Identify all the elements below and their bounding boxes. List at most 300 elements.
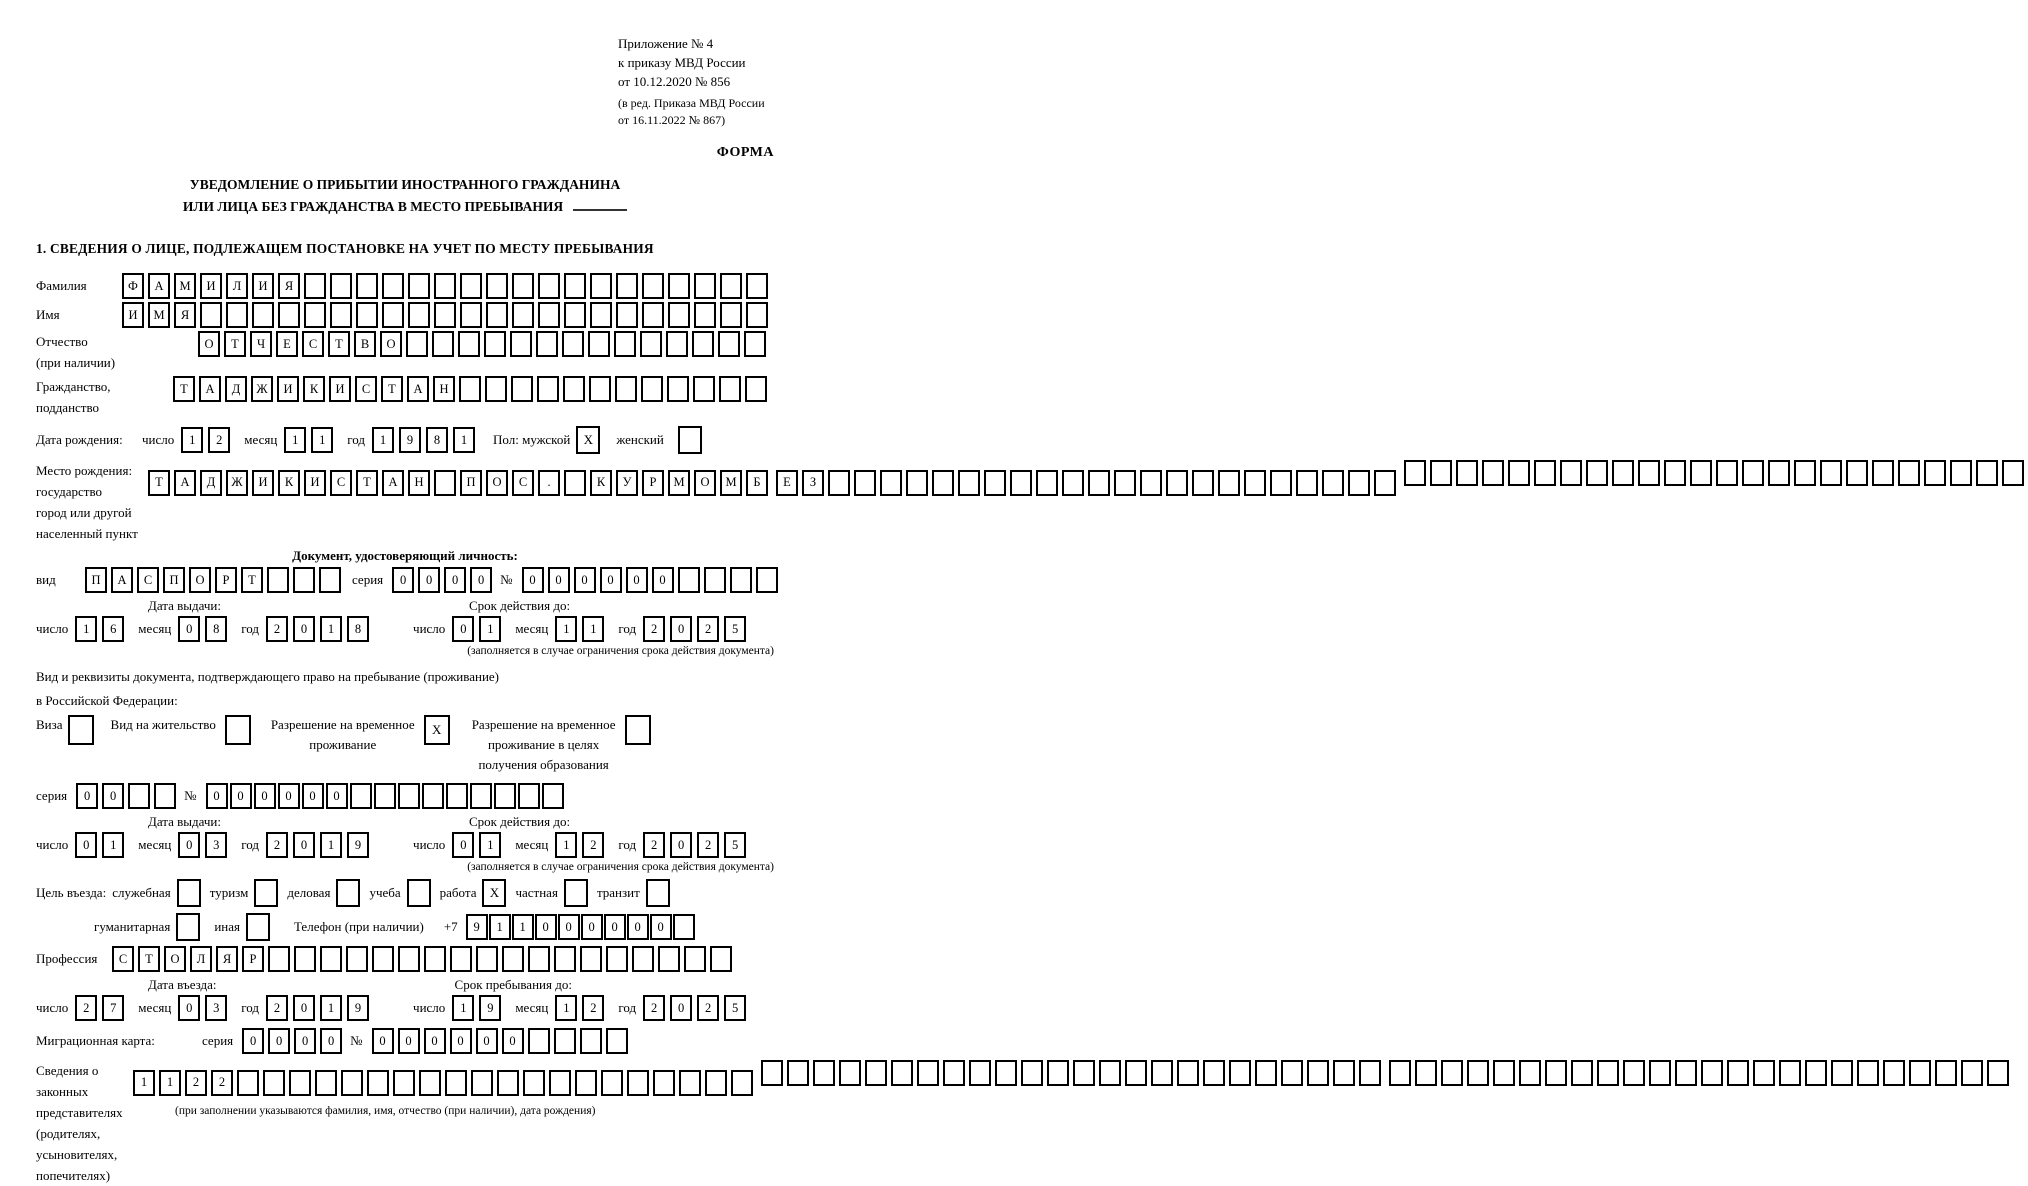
char-cell[interactable]: 0 (294, 1028, 316, 1054)
char-cell[interactable]: Ч (250, 331, 272, 357)
char-cell[interactable] (459, 376, 481, 402)
char-cell[interactable] (1545, 1060, 1567, 1086)
char-cell[interactable] (641, 376, 663, 402)
char-cell[interactable]: Е (276, 331, 298, 357)
char-cell[interactable]: А (111, 567, 133, 593)
char-cell[interactable]: 0 (424, 1028, 446, 1054)
char-cell[interactable] (1898, 460, 1920, 486)
char-cell[interactable]: 3 (205, 995, 227, 1021)
char-cell[interactable]: О (164, 946, 186, 972)
char-cell[interactable] (1493, 1060, 1515, 1086)
char-cell[interactable] (865, 1060, 887, 1086)
char-cell[interactable] (1909, 1060, 1931, 1086)
char-cell[interactable] (694, 302, 716, 328)
char-cell[interactable] (319, 567, 341, 593)
char-cell[interactable] (590, 302, 612, 328)
purpose-other-checkbox[interactable] (246, 913, 270, 941)
char-cell[interactable] (512, 273, 534, 299)
char-cell[interactable] (746, 302, 768, 328)
char-cell[interactable] (575, 1070, 597, 1096)
char-cell[interactable] (554, 946, 576, 972)
char-cell[interactable] (718, 331, 740, 357)
char-cell[interactable] (588, 331, 610, 357)
char-cell[interactable] (374, 783, 396, 809)
char-cell[interactable]: 0 (76, 783, 98, 809)
char-cell[interactable] (536, 331, 558, 357)
char-cell[interactable] (1322, 470, 1344, 496)
char-cell[interactable] (1088, 470, 1110, 496)
visa-checkbox[interactable] (68, 715, 94, 745)
char-cell[interactable] (668, 273, 690, 299)
char-cell[interactable]: 0 (670, 616, 692, 642)
char-cell[interactable]: 0 (470, 567, 492, 593)
char-cell[interactable] (346, 946, 368, 972)
char-cell[interactable] (1519, 1060, 1541, 1086)
char-cell[interactable]: С (302, 331, 324, 357)
char-cell[interactable] (422, 783, 444, 809)
char-cell[interactable] (761, 1060, 783, 1086)
char-cell[interactable]: 0 (535, 914, 557, 940)
char-cell[interactable]: Л (190, 946, 212, 972)
char-cell[interactable]: Т (148, 470, 170, 496)
char-cell[interactable]: 0 (626, 567, 648, 593)
char-cell[interactable] (128, 783, 150, 809)
char-cell[interactable] (470, 783, 492, 809)
char-cell[interactable] (538, 302, 560, 328)
char-cell[interactable]: Е (776, 470, 798, 496)
char-cell[interactable] (2002, 460, 2024, 486)
char-cell[interactable] (1404, 460, 1426, 486)
char-cell[interactable]: 2 (208, 427, 230, 453)
char-cell[interactable]: М (174, 273, 196, 299)
char-cell[interactable]: Я (278, 273, 300, 299)
char-cell[interactable]: 1 (320, 832, 342, 858)
char-cell[interactable]: 1 (133, 1070, 155, 1096)
char-cell[interactable] (471, 1070, 493, 1096)
char-cell[interactable] (1229, 1060, 1251, 1086)
char-cell[interactable] (382, 302, 404, 328)
char-cell[interactable] (1768, 460, 1790, 486)
char-cell[interactable]: 9 (466, 914, 488, 940)
char-cell[interactable]: С (512, 470, 534, 496)
char-cell[interactable] (1348, 470, 1370, 496)
char-cell[interactable] (356, 302, 378, 328)
char-cell[interactable]: А (199, 376, 221, 402)
char-cell[interactable]: 0 (206, 783, 228, 809)
char-cell[interactable]: Ж (226, 470, 248, 496)
char-cell[interactable]: Т (241, 567, 263, 593)
char-cell[interactable]: О (189, 567, 211, 593)
char-cell[interactable]: Н (408, 470, 430, 496)
char-cell[interactable] (1831, 1060, 1853, 1086)
char-cell[interactable] (562, 331, 584, 357)
purpose-commercial-checkbox[interactable] (336, 879, 360, 907)
char-cell[interactable]: О (694, 470, 716, 496)
char-cell[interactable] (684, 946, 706, 972)
char-cell[interactable] (1560, 460, 1582, 486)
char-cell[interactable] (1296, 470, 1318, 496)
char-cell[interactable] (458, 331, 480, 357)
char-cell[interactable] (367, 1070, 389, 1096)
char-cell[interactable] (1151, 1060, 1173, 1086)
char-cell[interactable]: 2 (582, 832, 604, 858)
char-cell[interactable] (1047, 1060, 1069, 1086)
char-cell[interactable] (528, 1028, 550, 1054)
char-cell[interactable] (1742, 460, 1764, 486)
char-cell[interactable] (787, 1060, 809, 1086)
char-cell[interactable] (969, 1060, 991, 1086)
char-cell[interactable] (1805, 1060, 1827, 1086)
char-cell[interactable]: 2 (266, 616, 288, 642)
char-cell[interactable]: П (163, 567, 185, 593)
char-cell[interactable] (486, 302, 508, 328)
char-cell[interactable] (589, 376, 611, 402)
char-cell[interactable]: 5 (724, 616, 746, 642)
char-cell[interactable]: С (355, 376, 377, 402)
char-cell[interactable] (640, 331, 662, 357)
char-cell[interactable] (320, 946, 342, 972)
char-cell[interactable] (704, 567, 726, 593)
char-cell[interactable]: О (380, 331, 402, 357)
char-cell[interactable] (226, 302, 248, 328)
char-cell[interactable]: 8 (205, 616, 227, 642)
char-cell[interactable] (1612, 460, 1634, 486)
char-cell[interactable]: 0 (476, 1028, 498, 1054)
char-cell[interactable]: 1 (555, 832, 577, 858)
char-cell[interactable]: 0 (372, 1028, 394, 1054)
char-cell[interactable] (1244, 470, 1266, 496)
char-cell[interactable]: 0 (230, 783, 252, 809)
char-cell[interactable]: 1 (479, 832, 501, 858)
char-cell[interactable]: 1 (159, 1070, 181, 1096)
char-cell[interactable]: 0 (392, 567, 414, 593)
char-cell[interactable]: 1 (512, 914, 534, 940)
char-cell[interactable]: 9 (347, 995, 369, 1021)
char-cell[interactable]: А (174, 470, 196, 496)
char-cell[interactable] (642, 273, 664, 299)
purpose-business-checkbox[interactable] (177, 879, 201, 907)
char-cell[interactable] (606, 946, 628, 972)
char-cell[interactable] (673, 914, 695, 940)
char-cell[interactable] (294, 946, 316, 972)
char-cell[interactable] (200, 302, 222, 328)
char-cell[interactable]: 0 (670, 832, 692, 858)
char-cell[interactable]: Б (746, 470, 768, 496)
char-cell[interactable] (1846, 460, 1868, 486)
char-cell[interactable] (330, 302, 352, 328)
char-cell[interactable] (1779, 1060, 1801, 1086)
char-cell[interactable] (1482, 460, 1504, 486)
char-cell[interactable] (667, 376, 689, 402)
char-cell[interactable] (1307, 1060, 1329, 1086)
char-cell[interactable]: 9 (347, 832, 369, 858)
char-cell[interactable]: Т (381, 376, 403, 402)
char-cell[interactable]: 0 (600, 567, 622, 593)
char-cell[interactable]: 0 (450, 1028, 472, 1054)
char-cell[interactable]: 1 (555, 616, 577, 642)
purpose-tourism-checkbox[interactable] (254, 879, 278, 907)
char-cell[interactable] (1270, 470, 1292, 496)
temp-residence-edu-checkbox[interactable] (625, 715, 651, 745)
char-cell[interactable]: 0 (670, 995, 692, 1021)
char-cell[interactable]: 3 (205, 832, 227, 858)
char-cell[interactable]: 0 (242, 1028, 264, 1054)
char-cell[interactable]: Я (216, 946, 238, 972)
char-cell[interactable]: 0 (398, 1028, 420, 1054)
char-cell[interactable] (679, 1070, 701, 1096)
char-cell[interactable] (1950, 460, 1972, 486)
char-cell[interactable] (984, 470, 1006, 496)
char-cell[interactable]: З (802, 470, 824, 496)
char-cell[interactable] (268, 946, 290, 972)
char-cell[interactable]: И (329, 376, 351, 402)
char-cell[interactable] (1976, 460, 1998, 486)
char-cell[interactable] (1415, 1060, 1437, 1086)
char-cell[interactable]: 0 (418, 567, 440, 593)
char-cell[interactable] (666, 331, 688, 357)
char-cell[interactable]: 0 (548, 567, 570, 593)
char-cell[interactable] (606, 1028, 628, 1054)
char-cell[interactable] (1534, 460, 1556, 486)
char-cell[interactable] (460, 302, 482, 328)
char-cell[interactable] (1441, 1060, 1463, 1086)
char-cell[interactable] (756, 567, 778, 593)
char-cell[interactable] (341, 1070, 363, 1096)
char-cell[interactable] (393, 1070, 415, 1096)
char-cell[interactable] (1062, 470, 1084, 496)
char-cell[interactable]: 1 (555, 995, 577, 1021)
char-cell[interactable] (398, 946, 420, 972)
char-cell[interactable]: Ж (251, 376, 273, 402)
char-cell[interactable] (434, 302, 456, 328)
purpose-study-checkbox[interactable] (407, 879, 431, 907)
char-cell[interactable] (906, 470, 928, 496)
char-cell[interactable]: 0 (178, 616, 200, 642)
char-cell[interactable] (1716, 460, 1738, 486)
char-cell[interactable]: П (85, 567, 107, 593)
char-cell[interactable]: А (382, 470, 404, 496)
char-cell[interactable] (512, 302, 534, 328)
char-cell[interactable] (434, 470, 456, 496)
char-cell[interactable]: 0 (326, 783, 348, 809)
char-cell[interactable] (1649, 1060, 1671, 1086)
char-cell[interactable] (1586, 460, 1608, 486)
char-cell[interactable] (1125, 1060, 1147, 1086)
char-cell[interactable] (1883, 1060, 1905, 1086)
char-cell[interactable]: 2 (266, 832, 288, 858)
char-cell[interactable]: 0 (293, 832, 315, 858)
char-cell[interactable] (601, 1070, 623, 1096)
char-cell[interactable]: 0 (268, 1028, 290, 1054)
char-cell[interactable] (564, 302, 586, 328)
char-cell[interactable] (1281, 1060, 1303, 1086)
char-cell[interactable]: О (198, 331, 220, 357)
char-cell[interactable]: П (460, 470, 482, 496)
char-cell[interactable] (476, 946, 498, 972)
char-cell[interactable] (542, 783, 564, 809)
purpose-transit-checkbox[interactable] (646, 879, 670, 907)
char-cell[interactable]: 1 (320, 616, 342, 642)
char-cell[interactable] (1961, 1060, 1983, 1086)
char-cell[interactable] (564, 470, 586, 496)
char-cell[interactable] (1638, 460, 1660, 486)
char-cell[interactable] (330, 273, 352, 299)
char-cell[interactable]: Т (173, 376, 195, 402)
char-cell[interactable] (1623, 1060, 1645, 1086)
char-cell[interactable] (995, 1060, 1017, 1086)
char-cell[interactable]: 0 (558, 914, 580, 940)
char-cell[interactable] (523, 1070, 545, 1096)
char-cell[interactable]: 2 (185, 1070, 207, 1096)
char-cell[interactable] (658, 946, 680, 972)
char-cell[interactable]: Д (225, 376, 247, 402)
char-cell[interactable] (580, 1028, 602, 1054)
char-cell[interactable]: 2 (75, 995, 97, 1021)
char-cell[interactable]: 0 (502, 1028, 524, 1054)
char-cell[interactable]: 1 (479, 616, 501, 642)
char-cell[interactable]: 1 (75, 616, 97, 642)
char-cell[interactable]: Т (328, 331, 350, 357)
char-cell[interactable] (1140, 470, 1162, 496)
char-cell[interactable] (932, 470, 954, 496)
char-cell[interactable] (616, 302, 638, 328)
char-cell[interactable] (1374, 470, 1396, 496)
char-cell[interactable] (1987, 1060, 2009, 1086)
char-cell[interactable] (1036, 470, 1058, 496)
char-cell[interactable] (237, 1070, 259, 1096)
char-cell[interactable]: 1 (320, 995, 342, 1021)
char-cell[interactable] (1857, 1060, 1879, 1086)
char-cell[interactable]: 0 (522, 567, 544, 593)
char-cell[interactable] (460, 273, 482, 299)
char-cell[interactable]: В (354, 331, 376, 357)
char-cell[interactable] (1333, 1060, 1355, 1086)
char-cell[interactable] (1073, 1060, 1095, 1086)
char-cell[interactable] (1177, 1060, 1199, 1086)
char-cell[interactable] (549, 1070, 571, 1096)
purpose-private-checkbox[interactable] (564, 879, 588, 907)
char-cell[interactable] (710, 946, 732, 972)
char-cell[interactable] (719, 376, 741, 402)
char-cell[interactable] (382, 273, 404, 299)
char-cell[interactable] (1872, 460, 1894, 486)
char-cell[interactable]: 0 (178, 995, 200, 1021)
char-cell[interactable]: О (486, 470, 508, 496)
char-cell[interactable] (730, 567, 752, 593)
char-cell[interactable]: 0 (444, 567, 466, 593)
char-cell[interactable] (408, 302, 430, 328)
char-cell[interactable] (293, 567, 315, 593)
char-cell[interactable] (694, 273, 716, 299)
char-cell[interactable]: Д (200, 470, 222, 496)
char-cell[interactable] (1218, 470, 1240, 496)
char-cell[interactable]: А (148, 273, 170, 299)
char-cell[interactable]: 2 (697, 616, 719, 642)
char-cell[interactable] (1021, 1060, 1043, 1086)
char-cell[interactable]: 6 (102, 616, 124, 642)
char-cell[interactable] (627, 1070, 649, 1096)
char-cell[interactable] (678, 567, 700, 593)
char-cell[interactable] (616, 273, 638, 299)
char-cell[interactable] (445, 1070, 467, 1096)
char-cell[interactable] (614, 331, 636, 357)
char-cell[interactable] (1727, 1060, 1749, 1086)
char-cell[interactable] (398, 783, 420, 809)
char-cell[interactable]: 0 (302, 783, 324, 809)
char-cell[interactable] (692, 331, 714, 357)
char-cell[interactable]: 1 (453, 427, 475, 453)
char-cell[interactable]: 5 (724, 995, 746, 1021)
char-cell[interactable] (642, 302, 664, 328)
char-cell[interactable]: 0 (452, 832, 474, 858)
char-cell[interactable] (372, 946, 394, 972)
char-cell[interactable] (744, 331, 766, 357)
char-cell[interactable]: 0 (293, 616, 315, 642)
char-cell[interactable] (278, 302, 300, 328)
char-cell[interactable]: 0 (254, 783, 276, 809)
char-cell[interactable]: 2 (643, 616, 665, 642)
char-cell[interactable]: С (137, 567, 159, 593)
char-cell[interactable] (1675, 1060, 1697, 1086)
char-cell[interactable] (315, 1070, 337, 1096)
char-cell[interactable]: 0 (178, 832, 200, 858)
char-cell[interactable] (538, 273, 560, 299)
sex-male-checkbox[interactable]: X (576, 426, 600, 454)
char-cell[interactable] (350, 783, 372, 809)
char-cell[interactable] (813, 1060, 835, 1086)
char-cell[interactable]: 1 (311, 427, 333, 453)
char-cell[interactable]: Я (174, 302, 196, 328)
char-cell[interactable] (511, 376, 533, 402)
char-cell[interactable] (580, 946, 602, 972)
char-cell[interactable]: 2 (643, 832, 665, 858)
char-cell[interactable]: 8 (347, 616, 369, 642)
char-cell[interactable]: 1 (284, 427, 306, 453)
char-cell[interactable]: Т (356, 470, 378, 496)
char-cell[interactable] (563, 376, 585, 402)
char-cell[interactable] (1430, 460, 1452, 486)
char-cell[interactable] (880, 470, 902, 496)
char-cell[interactable]: 0 (652, 567, 674, 593)
char-cell[interactable] (1114, 470, 1136, 496)
char-cell[interactable]: Н (433, 376, 455, 402)
char-cell[interactable]: 1 (372, 427, 394, 453)
char-cell[interactable]: Р (242, 946, 264, 972)
char-cell[interactable] (1456, 460, 1478, 486)
char-cell[interactable] (267, 567, 289, 593)
char-cell[interactable] (746, 273, 768, 299)
char-cell[interactable]: 0 (75, 832, 97, 858)
char-cell[interactable] (705, 1070, 727, 1096)
char-cell[interactable] (917, 1060, 939, 1086)
char-cell[interactable]: 0 (320, 1028, 342, 1054)
char-cell[interactable]: Р (642, 470, 664, 496)
char-cell[interactable]: И (277, 376, 299, 402)
char-cell[interactable] (1664, 460, 1686, 486)
char-cell[interactable] (693, 376, 715, 402)
char-cell[interactable]: 0 (102, 783, 124, 809)
char-cell[interactable]: Р (215, 567, 237, 593)
char-cell[interactable] (252, 302, 274, 328)
char-cell[interactable] (1820, 460, 1842, 486)
char-cell[interactable]: 0 (574, 567, 596, 593)
char-cell[interactable] (1099, 1060, 1121, 1086)
sex-female-checkbox[interactable] (678, 426, 702, 454)
char-cell[interactable]: И (304, 470, 326, 496)
char-cell[interactable]: 2 (211, 1070, 233, 1096)
char-cell[interactable]: У (616, 470, 638, 496)
char-cell[interactable]: И (252, 273, 274, 299)
